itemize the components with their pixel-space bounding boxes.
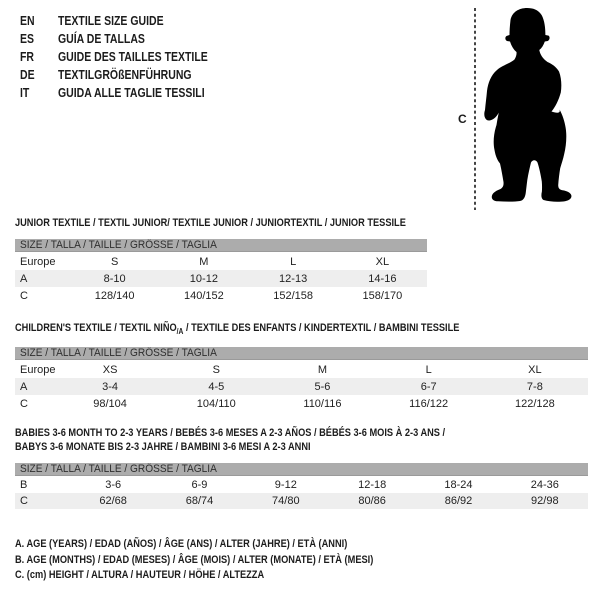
table-cell: 122/128 <box>514 397 555 410</box>
table-header-bar: SIZE / TALLA / TAILLE / GRÖSSE / TAGLIA <box>15 463 588 476</box>
table-cell: 104/110 <box>196 397 236 410</box>
table-cell: XL <box>375 255 390 268</box>
language-title-list <box>20 12 236 102</box>
table-cell: XL <box>528 363 542 376</box>
language-title: GUIDE DES TAILLES TEXTILE <box>58 50 208 64</box>
table-cell: 24-36 <box>530 479 559 491</box>
junior-size-table <box>15 253 427 304</box>
table-row <box>15 287 427 304</box>
table-cell: 62/68 <box>99 495 127 507</box>
row-label: B <box>20 479 28 491</box>
baby-silhouette-icon <box>484 8 571 202</box>
table-cell: S <box>212 363 220 376</box>
table-cell: 68/74 <box>185 495 214 507</box>
table-cell: 6-9 <box>191 479 208 491</box>
table-cell: 5-6 <box>314 380 331 393</box>
table-cell: L <box>290 255 297 268</box>
language-row <box>20 12 236 30</box>
table-cell: 128/140 <box>94 289 135 302</box>
language-code: IT <box>20 86 30 100</box>
section-babies-textile <box>15 426 588 509</box>
legend-line-c: C. (cm) HEIGHT / ALTURA / HAUTEUR / HÖHE / ALTEZZA <box>15 569 265 581</box>
table-cell: 12-13 <box>279 272 308 285</box>
table-cell: 3-4 <box>102 380 119 393</box>
table-cell: 116/122 <box>409 397 449 410</box>
section-children-textile <box>15 322 588 412</box>
legend-line-a: A. AGE (YEARS) / EDAD (AÑOS) / ÂGE (ANS) / ALTER (JAHRE) / ETÀ (ANNI) <box>15 538 348 550</box>
table-cell: XS <box>102 363 118 376</box>
table-cell: 74/80 <box>272 495 300 507</box>
row-label: A <box>20 380 28 393</box>
table-row <box>15 361 588 378</box>
table-cell: 80/86 <box>358 495 386 507</box>
language-row <box>20 30 236 48</box>
row-label: Europe <box>20 363 56 376</box>
measurement-legend <box>15 537 442 584</box>
table-row <box>15 493 588 509</box>
table-cell: 3-6 <box>105 479 122 491</box>
table-row <box>15 270 427 287</box>
row-label: C <box>20 397 28 410</box>
table-row <box>15 378 588 395</box>
row-label: Europe <box>20 255 56 268</box>
table-cell: 92/98 <box>531 495 559 507</box>
table-cell: 8-10 <box>103 272 126 285</box>
section-title: BABIES 3-6 MONTH TO 2-3 YEARS / BEBÉS 3-6 MESES A 2-3 AÑOS / BÉBÉS 3-6 MOIS À 2-3 ANS / BABYS 3-6 MONATE BIS 2-3 JAHRE / BAMBINI 3-6 MESI A 2-3 ANNI <box>15 427 446 453</box>
table-cell: S <box>110 255 119 268</box>
table-cell: 86/92 <box>444 495 473 507</box>
babies-size-table <box>15 477 588 509</box>
table-cell: 9-12 <box>274 479 297 491</box>
language-code: FR <box>20 50 35 64</box>
table-row <box>15 395 588 412</box>
table-header-bar: SIZE / TALLA / TAILLE / GRÖSSE / TAGLIA <box>15 347 588 360</box>
table-row <box>15 477 588 493</box>
table-cell: 140/152 <box>183 289 224 302</box>
table-cell: 4-5 <box>208 380 225 393</box>
language-row <box>20 66 236 84</box>
language-code: DE <box>20 68 35 82</box>
table-cell: 10-12 <box>189 272 218 285</box>
table-cell: 12-18 <box>358 479 387 491</box>
table-cell: M <box>317 363 328 376</box>
table-cell: M <box>199 255 209 268</box>
row-label: A <box>20 272 28 285</box>
table-cell: 14-16 <box>368 272 397 285</box>
table-cell: L <box>425 363 432 376</box>
row-label: C <box>20 289 28 302</box>
language-title: TEXTILE SIZE GUIDE <box>58 14 164 28</box>
section-title: CHILDREN'S TEXTILE / TEXTIL $NIÑO_{/A}$ / TEXTILE DES ENFANTS / KINDERTEXTIL / BAMBINI TESSILE <box>15 322 460 337</box>
language-code: EN <box>20 14 35 28</box>
table-cell: 6-7 <box>420 380 437 393</box>
language-title: TEXTILGRÖßENFÜHRUNG <box>58 68 192 82</box>
table-cell: 152/158 <box>273 289 313 302</box>
row-label: C <box>20 495 28 507</box>
language-title: GUÍA DE TALLAS <box>58 32 145 46</box>
table-cell: 98/104 <box>93 397 127 410</box>
children-size-table <box>15 361 588 412</box>
section-junior-textile <box>15 217 427 304</box>
language-row <box>20 84 236 102</box>
table-cell: 110/116 <box>303 397 342 410</box>
height-label-c: C <box>458 112 467 126</box>
table-cell: 158/170 <box>362 289 403 302</box>
language-title: GUIDA ALLE TAGLIE TESSILI <box>58 86 205 100</box>
section-title: JUNIOR TEXTILE / TEXTIL JUNIOR/ TEXTILE JUNIOR / JUNIORTEXTIL / JUNIOR TESSILE <box>15 217 406 229</box>
table-cell: 7-8 <box>526 380 543 393</box>
table-cell: 18-24 <box>444 479 473 491</box>
legend-line-b: B. AGE (MONTHS) / EDAD (MESES) / ÂGE (MOIS) / ALTER (MONATE) / ETÀ (MESI) <box>15 553 374 566</box>
language-code: ES <box>20 32 35 46</box>
height-figure <box>455 4 600 212</box>
language-row <box>20 48 236 66</box>
table-row <box>15 253 427 270</box>
table-header-bar: SIZE / TALLA / TAILLE / GRÖSSE / TAGLIA <box>15 239 427 252</box>
